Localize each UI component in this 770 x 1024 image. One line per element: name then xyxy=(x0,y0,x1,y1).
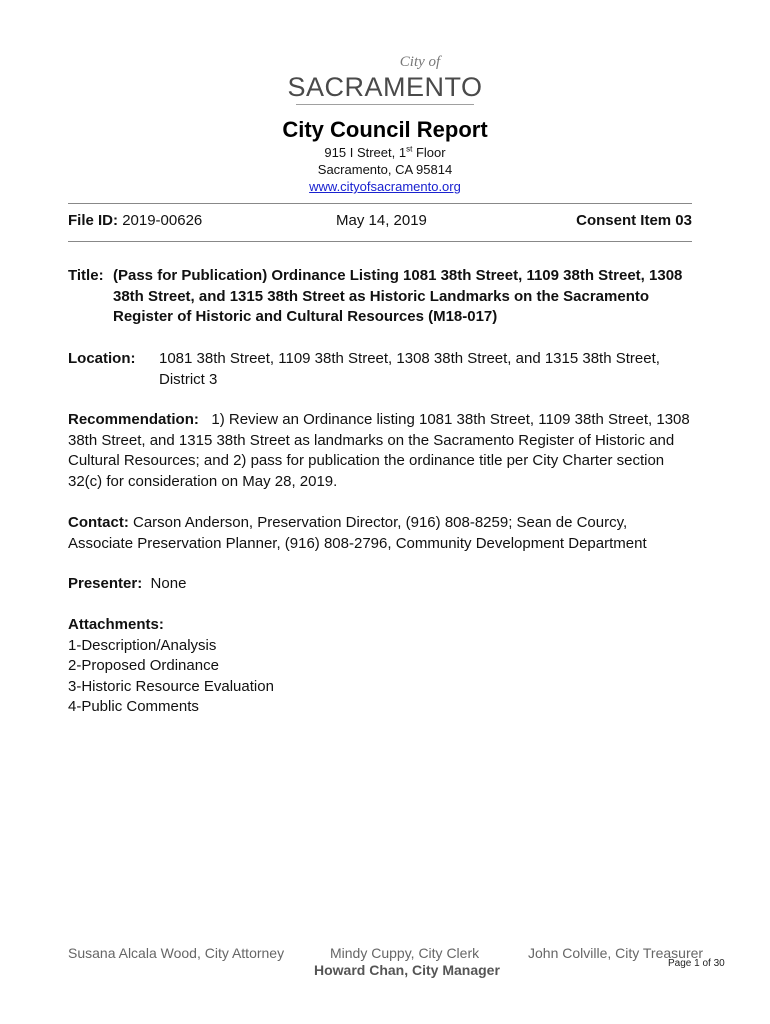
footer-city-manager: Howard Chan, City Manager xyxy=(314,962,500,978)
footer-city-clerk: Mindy Cuppy, City Clerk xyxy=(330,945,480,961)
address-line-1 xyxy=(0,144,770,161)
address-line-1-end: Floor xyxy=(412,145,446,160)
title-text: (Pass for Publication) Ordinance Listing 1081 38th Street, 1109 38th Street, 1308 38th Street, and 1315 38th Street as Historic Landmarks on the Sacramento Register of Historic and Cultural Resources (M18-017) xyxy=(113,267,683,325)
recommendation-section xyxy=(68,410,700,492)
city-logo xyxy=(0,52,770,105)
logo-city-of: City of xyxy=(399,54,441,70)
title-label: Title: xyxy=(68,267,104,284)
attachments-section xyxy=(68,615,696,718)
file-id-label: File ID: xyxy=(68,212,119,229)
footer-city-treasurer: John Colville, City Treasurer xyxy=(528,945,704,961)
logo-underline xyxy=(296,104,474,105)
attachment-item: 1-Description/Analysis xyxy=(68,636,217,654)
page-number: Page 1 of 30 xyxy=(668,958,725,969)
recommendation-text: 1) Review an Ordinance listing 1081 38th Street, 1109 38th Street, 1308 38th Street, and 1315 38th Street as landmarks on the Sacramento Register of Historic and Cultural Resources; and 2) pass for publication the ordinance title per City Charter section 32(c) for consideration on May 28, 2019. xyxy=(68,411,690,490)
recommendation-label: Recommendation: xyxy=(68,411,199,428)
address-ordinal-suffix: st xyxy=(406,144,413,154)
address-line-1-start: 915 I Street, 1 xyxy=(324,145,407,160)
header-divider-bottom xyxy=(68,241,692,242)
report-title: City Council Report xyxy=(282,117,488,142)
consent-item: Consent Item 03 xyxy=(576,212,692,229)
contact-label: Contact: xyxy=(68,514,129,531)
attachment-item: 3-Historic Resource Evaluation xyxy=(68,677,274,695)
contact-section xyxy=(68,513,688,554)
file-id-value: 2019-00626 xyxy=(122,212,203,229)
file-info-row xyxy=(68,210,692,232)
attachment-item: 2-Proposed Ordinance xyxy=(68,657,219,674)
location-label: Location: xyxy=(68,350,136,367)
website-link[interactable]: www.cityofsacramento.org xyxy=(309,179,461,194)
header-divider-top xyxy=(68,203,692,204)
presenter-section xyxy=(68,574,696,595)
location-text: 1081 38th Street, 1109 38th Street, 1308 38th Street, and 1315 38th Street, District 3 xyxy=(159,350,660,388)
footer-city-attorney: Susana Alcala Wood, City Attorney xyxy=(68,945,285,961)
attachment-item: 4-Public Comments xyxy=(68,698,199,715)
report-header xyxy=(0,116,770,196)
attachments-label: Attachments: xyxy=(68,616,164,633)
file-id xyxy=(68,210,202,232)
meeting-date: May 14, 2019 xyxy=(336,212,427,229)
title-section xyxy=(68,266,694,328)
presenter-text: None xyxy=(150,575,187,592)
address-line-2: Sacramento, CA 95814 xyxy=(317,162,453,177)
contact-text: Carson Anderson, Preservation Director, (916) 808-8259; Sean de Courcy, Associate Preservation Planner, (916) 808-2796, Community Development Department xyxy=(68,514,647,552)
location-section xyxy=(68,349,678,390)
presenter-label: Presenter: xyxy=(68,575,143,592)
logo-sacramento: SACRAMENTO xyxy=(287,72,483,102)
